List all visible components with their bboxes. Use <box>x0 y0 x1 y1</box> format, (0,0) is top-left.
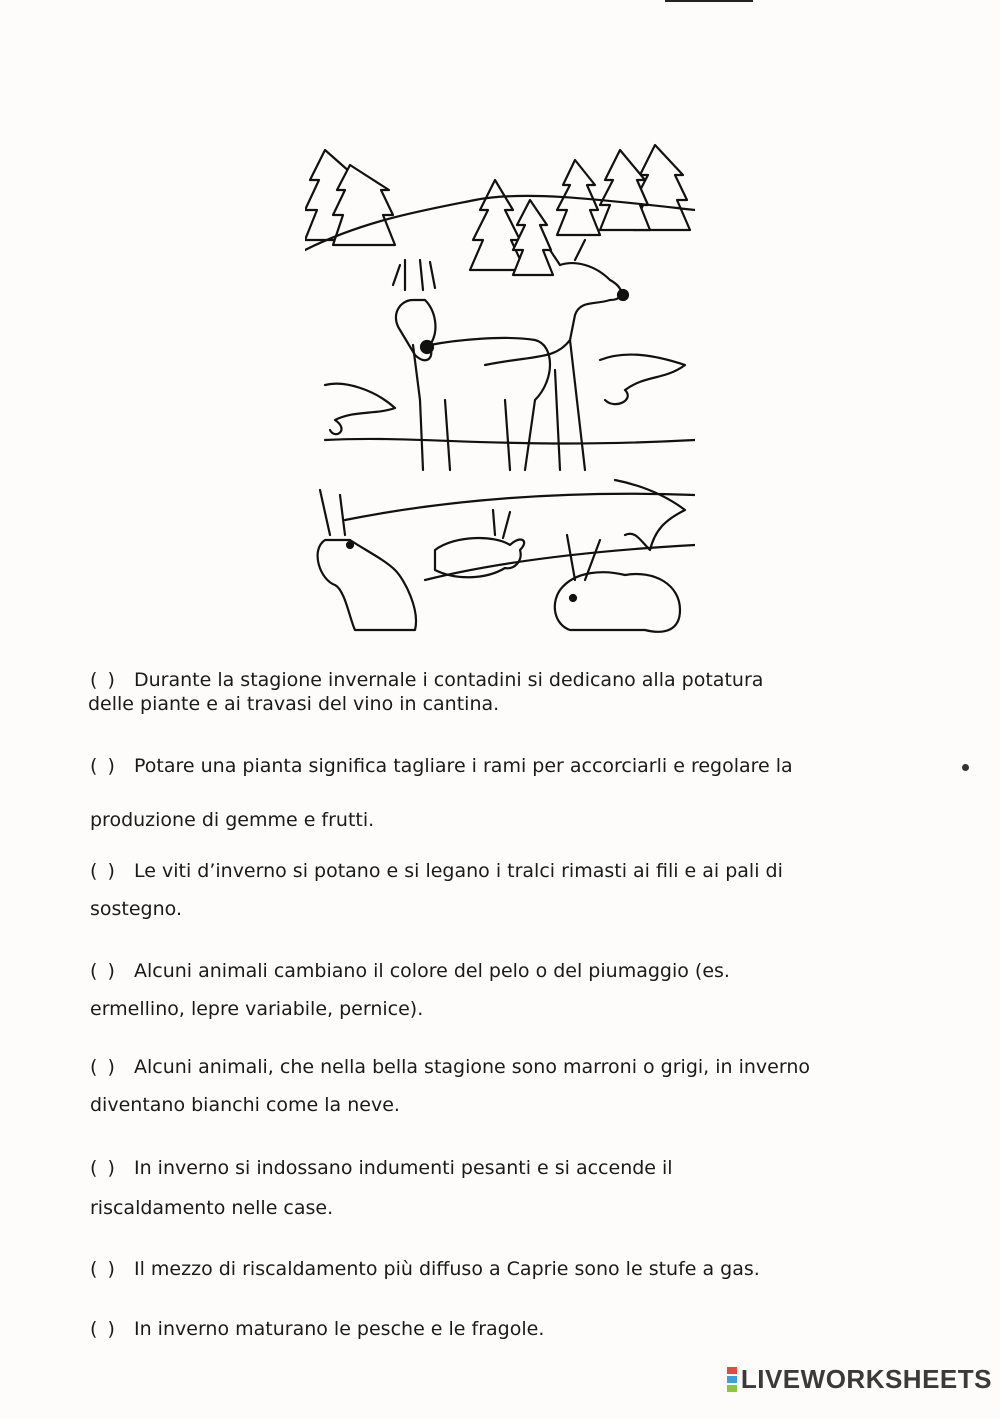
statement-5 <box>90 1056 920 1118</box>
statement-7 <box>90 1258 920 1282</box>
statement-text: Il mezzo di riscaldamento più diffuso a Caprie sono le stufe a gas. <box>134 1258 760 1280</box>
statement-text: In inverno si indossano indumenti pesanti e si accende il <box>134 1157 673 1179</box>
statement-text: Alcuni animali cambiano il colore del pelo o del piumaggio (es. <box>134 960 730 982</box>
answer-blank[interactable]: ( ) <box>90 960 117 982</box>
answer-blank[interactable]: ( ) <box>90 1157 117 1179</box>
statement-6 <box>90 1157 920 1221</box>
statement-2 <box>90 755 920 833</box>
statement-text: Potare una pianta significa tagliare i rami per accorciarli e regolare la <box>134 755 793 777</box>
statement-4 <box>90 960 920 1022</box>
statement-text: diventano bianchi come la neve. <box>90 1093 400 1116</box>
ink-dot <box>962 764 969 771</box>
snow-line <box>345 494 695 520</box>
rabbit-running <box>435 510 524 577</box>
liveworksheets-logo-icon <box>727 1366 737 1393</box>
pine-trees-right <box>557 145 690 235</box>
answer-blank[interactable]: ( ) <box>90 1056 117 1078</box>
top-edge-line <box>665 0 753 2</box>
statement-8 <box>90 1318 920 1342</box>
answer-blank[interactable]: ( ) <box>90 1258 117 1280</box>
bush-right <box>600 355 685 405</box>
statement-text: sostegno. <box>90 897 182 920</box>
deer-buck <box>393 260 550 470</box>
ground-line <box>325 439 695 444</box>
statement-text: Durante la stagione invernale i contadini si dedicano alla potatura <box>134 669 764 691</box>
snow-line-lower <box>425 545 695 580</box>
footer-brand: LIVEWORKSHEETS <box>740 1364 992 1394</box>
statement-text: ermellino, lepre variabile, pernice). <box>90 997 424 1020</box>
statement-text: riscaldamento nelle case. <box>90 1196 334 1219</box>
statement-text: In inverno maturano le pesche e le fragole. <box>134 1318 545 1340</box>
answer-blank[interactable]: ( ) <box>90 860 117 882</box>
answer-blank[interactable]: ( ) <box>90 755 117 777</box>
statement-text: delle piante e ai travasi del vino in cantina. <box>88 692 500 715</box>
liveworksheets-footer[interactable] <box>727 1364 992 1395</box>
statement-text: Le viti d’inverno si potano e si legano i tralci rimasti ai fili e ai pali di <box>134 860 783 882</box>
pine-trees-middle <box>470 180 553 275</box>
winter-animals-illustration <box>305 140 695 640</box>
statement-text: Alcuni animali, che nella bella stagione sono marroni o grigi, in inverno <box>134 1056 811 1078</box>
statement-text: produzione di gemme e frutti. <box>90 808 375 831</box>
bush-left <box>325 384 395 434</box>
answer-blank[interactable]: ( ) <box>90 669 117 691</box>
statement-3 <box>90 860 920 922</box>
bush-right-lower <box>615 480 685 550</box>
answer-blank[interactable]: ( ) <box>90 1318 117 1340</box>
statement-1 <box>90 669 920 717</box>
